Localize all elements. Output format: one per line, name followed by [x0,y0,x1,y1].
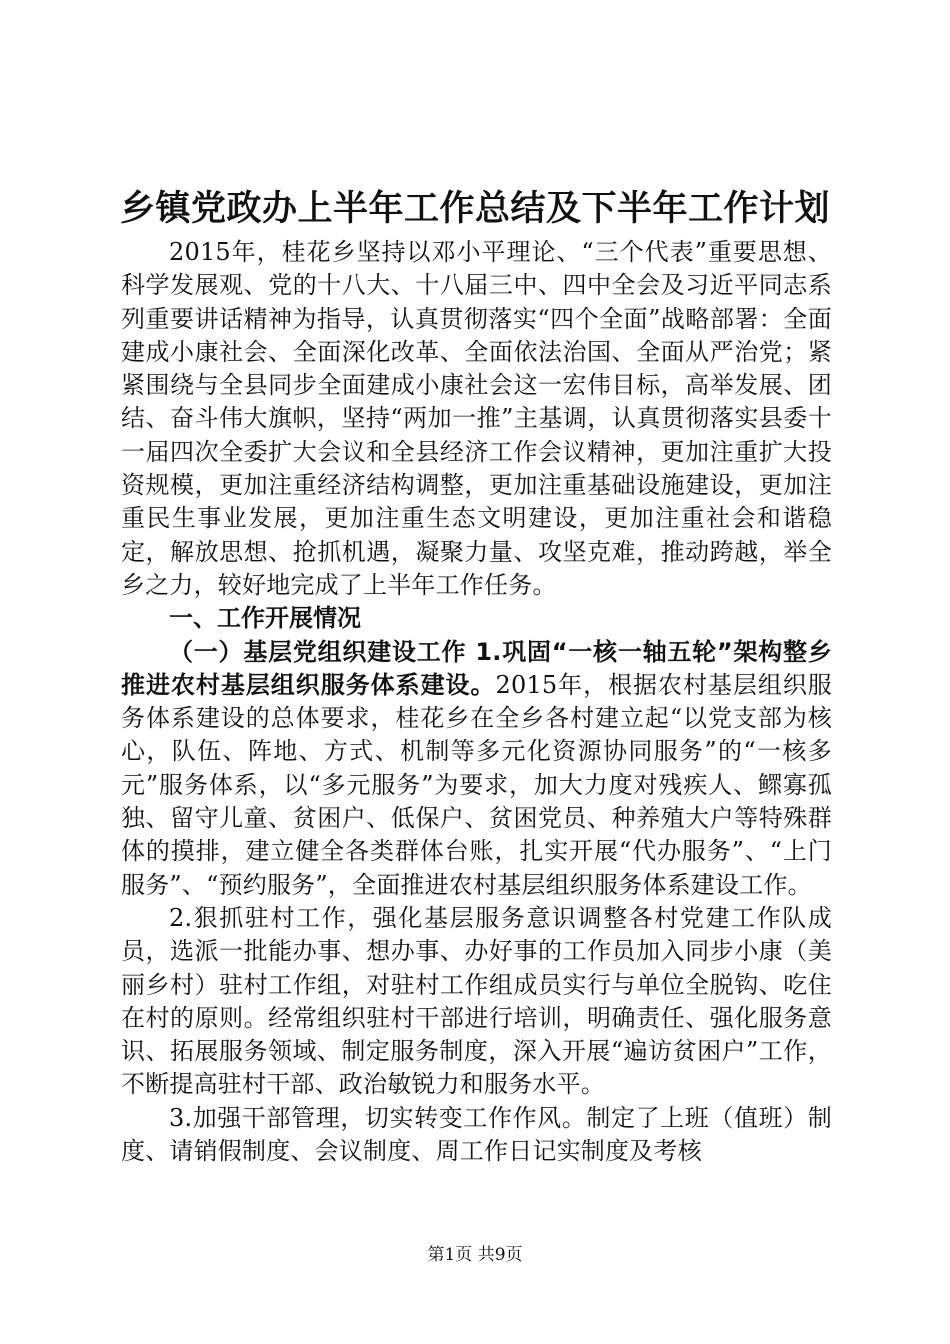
item-2-paragraph: 2.狠抓驻村工作，强化基层服务意识调整各村党建工作队成员，选派一批能办事、想办事、办好事的工作员加入同步小康（美丽乡村）驻村工作组，对驻村工作组成员实行与单位全脱钩、吃住在村的原则。经常组织驻村干部进行培训，明确责任、强化服务意识、拓展服务领域、制定服务制度，深入开展“遍访贫困户”工作，不断提高驻村干部、政治敏锐力和服务水平。 [121,903,832,1099]
item-3-paragraph: 3.加强干部管理，切实转变工作作风。制定了上班（值班）制度、请销假制度、会议制度、周工作日记实制度及考核 [121,1103,832,1166]
subsection-paragraph [121,636,832,902]
intro-paragraph: 2015年，桂花乡坚持以邓小平理论、“三个代表”重要思想、科学发展观、党的十八大、十八届三中、四中全会及习近平同志系列重要讲话精神为指导，认真贯彻落实“四个全面”战略部署：全面建成小康社会、全面深化改革、全面依法治国、全面从严治党；紧紧围绕与全县同步全面建成小康社会这一宏伟目标，高举发展、团结、奋斗伟大旗帜，坚持“两加一推”主基调，认真贯彻落实县委十一届四次全委扩大会议和全县经济工作会议精神，更加注重扩大投资规模，更加注重经济结构调整，更加注重基础设施建设，更加注重民生事业发展，更加注重生态文明建设，更加注重社会和谐稳定，解放思想、抢抓机遇，凝聚力量、攻坚克难，推动跨越，举全乡之力，较好地完成了上半年工作任务。 [121,238,832,599]
document-title: 乡镇党政办上半年工作总结及下半年工作计划 [120,189,831,229]
document-body [121,236,832,1168]
page-footer: 第1页 共9页 [427,1245,523,1265]
subsection-heading: （一）基层党组织建设工作 1.巩固“一核一轴五轮”架构整乡推进农村基层组织服务体系建设。 [121,637,832,699]
subsection-text: 2015年，根据农村基层组织服务体系建设的总体要求，桂花乡在全乡各村建立起“以党支部为核心，队伍、阵地、方式、机制等多元化资源协同服务”的“一核多元”服务体系，以“多元服务”为要求，加大力度对残疾人、鳏寡孤独、留守儿童、贫困户、低保户、贫困党员、种养殖大户等特殊群体的摸排，建立健全各类群体台账，扎实开展“代办服务”、“上门服务”、“预约服务”，全面推进农村基层组织服务体系建设工作。 [121,670,833,899]
section-heading: 一、工作开展情况 [169,604,361,633]
